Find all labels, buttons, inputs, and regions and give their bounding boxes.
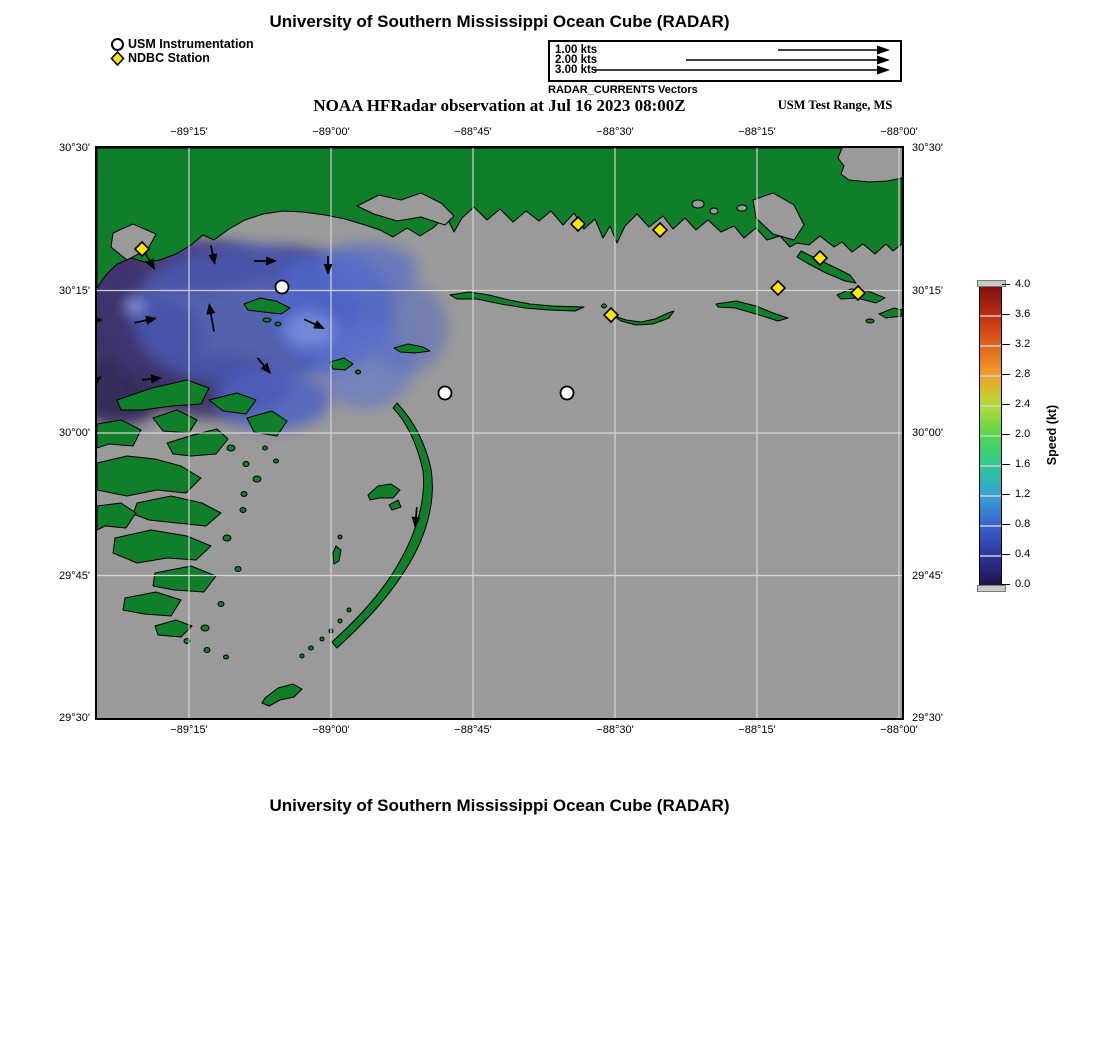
- colorbar-segment-separator: [980, 495, 1001, 497]
- legend-row-usm: [110, 37, 254, 51]
- colorbar-segment-separator: [980, 315, 1001, 317]
- diamond-marker-icon: [110, 51, 125, 66]
- colorbar-segment-separator: [980, 345, 1001, 347]
- colorbar-tick: [1002, 404, 1010, 405]
- scale-arrows: [550, 42, 896, 80]
- scale-arrow-head: [877, 56, 890, 65]
- colorbar-segment-separator: [980, 525, 1001, 527]
- colorbar-tick-label: 1.6: [1015, 458, 1031, 470]
- colorbar-tick-label: 2.4: [1015, 398, 1031, 410]
- x-axis-label-bottom: −88°45': [454, 724, 492, 736]
- scale-entry-1: 1.00 kts: [555, 44, 598, 56]
- colorbar-tick: [1002, 374, 1010, 375]
- scale-entry-3: 3.00 kts: [555, 64, 598, 76]
- x-axis-label-top: −88°30': [596, 126, 634, 138]
- colorbar-tick-label: 3.2: [1015, 338, 1031, 350]
- x-axis-label-bottom: −89°00': [312, 724, 350, 736]
- plot-subtitle: NOAA HFRadar observation at Jul 16 2023 08:00Z: [313, 96, 686, 115]
- colorbar-title: Speed (kt): [1045, 404, 1059, 466]
- colorbar-segment-separator: [980, 555, 1001, 557]
- colorbar-tick-label: 1.2: [1015, 488, 1031, 500]
- usm-station-marker: [439, 387, 452, 400]
- footer-title: University of Southern Mississippi Ocean Cube (RADAR): [269, 796, 730, 815]
- x-axis-label-top: −89°00': [312, 126, 350, 138]
- colorbar-tick: [1002, 434, 1010, 435]
- x-axis-label-top: −88°15': [738, 126, 776, 138]
- usm-station-marker: [276, 281, 289, 294]
- legend-label-ndbc: NDBC Station: [128, 51, 210, 65]
- colorbar-tick: [1002, 314, 1010, 315]
- colorbar-segment-separator: [980, 375, 1001, 377]
- y-axis-label-right: 29°30': [912, 712, 943, 724]
- colorbar-tick-label: 0.8: [1015, 518, 1031, 530]
- x-axis-label-top: −88°00': [880, 126, 918, 138]
- colorbar-tick-label: 2.8: [1015, 368, 1031, 380]
- usm-station-marker: [561, 387, 574, 400]
- vector-scale-caption: RADAR_CURRENTS Vectors: [548, 84, 698, 96]
- colorbar-tick-label: 0.4: [1015, 548, 1031, 560]
- y-axis-label-right: 29°45': [912, 569, 943, 582]
- colorbar-tick: [1002, 284, 1010, 285]
- map-area: [97, 148, 902, 718]
- map-frame: [95, 146, 904, 720]
- y-axis-label-left: 30°00': [59, 427, 90, 439]
- y-axis-label-left: 30°15': [59, 284, 90, 297]
- colorbar-tick: [1002, 554, 1010, 555]
- colorbar-tick: [1002, 344, 1010, 345]
- colorbar-segment-separator: [980, 405, 1001, 407]
- y-axis-label-left: 29°45': [59, 569, 90, 582]
- colorbar-tick: [1002, 494, 1010, 495]
- colorbar-tick-label: 0.0: [1015, 578, 1031, 590]
- legend-label-usm: USM Instrumentation: [128, 37, 254, 51]
- colorbar-tick: [1002, 464, 1010, 465]
- colorbar-tick-label: 2.0: [1015, 428, 1031, 440]
- speed-colorbar: [979, 285, 1002, 587]
- x-axis-label-top: −89°15': [170, 126, 208, 138]
- y-axis-label-left: 29°30': [59, 712, 90, 724]
- map-canvas: [97, 148, 902, 718]
- y-axis-label-left: 30°30': [59, 142, 90, 154]
- colorbar-tick: [1002, 524, 1010, 525]
- vector-scale-box: [548, 40, 902, 82]
- colorbar-segment-separator: [980, 465, 1001, 467]
- y-axis-label-right: 30°30': [912, 142, 943, 154]
- scale-arrow-head: [877, 66, 890, 75]
- x-axis-label-bottom: −88°15': [738, 724, 776, 736]
- map-legend: [110, 37, 254, 65]
- y-axis-label-right: 30°15': [912, 284, 943, 297]
- circle-marker-icon: [110, 37, 125, 52]
- x-axis-label-bottom: −88°00': [880, 724, 918, 736]
- legend-row-ndbc: [110, 51, 254, 65]
- colorbar-tick-label: 3.6: [1015, 308, 1031, 320]
- page-title: University of Southern Mississippi Ocean Cube (RADAR): [269, 12, 730, 31]
- colorbar-tick: [1002, 584, 1010, 585]
- y-axis-label-right: 30°00': [912, 427, 943, 439]
- x-axis-label-bottom: −88°30': [596, 724, 634, 736]
- colorbar-segment-separator: [980, 435, 1001, 437]
- x-axis-label-top: −88°45': [454, 126, 492, 138]
- colorbar-bottom-cap: [977, 585, 1006, 592]
- scale-entry-2: 2.00 kts: [555, 54, 598, 66]
- range-label: USM Test Range, MS: [777, 98, 893, 112]
- scale-arrow-head: [877, 46, 890, 55]
- colorbar-tick-label: 4.0: [1015, 278, 1031, 290]
- x-axis-label-bottom: −89°15': [170, 724, 208, 736]
